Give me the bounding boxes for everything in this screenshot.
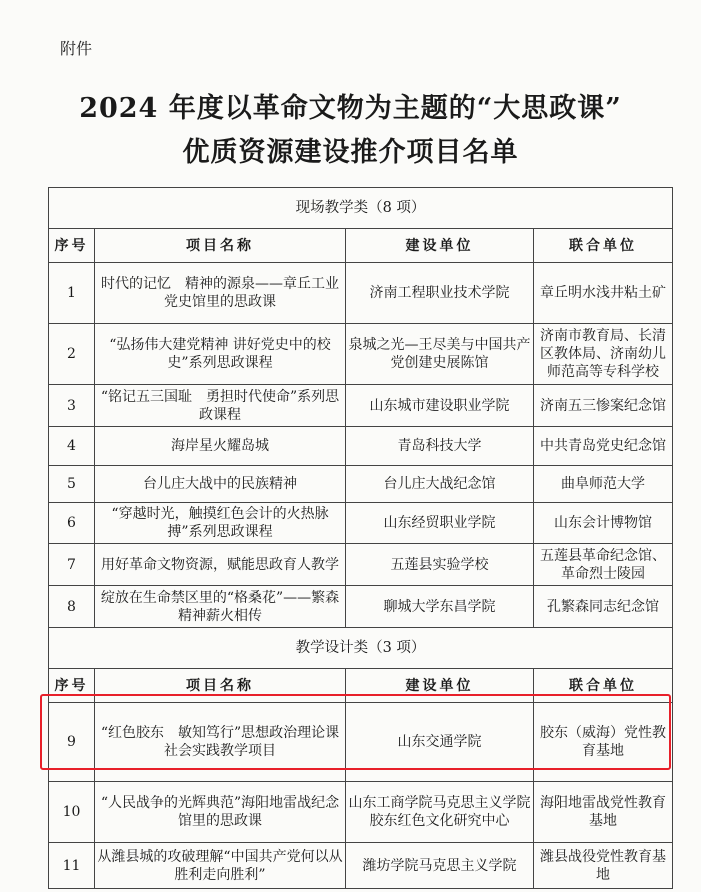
table-row (49, 466, 673, 503)
project-name: “人民战争的光辉典范”海阳地雷战纪念馆里的思政课 (95, 782, 346, 843)
row-number: 4 (49, 427, 95, 466)
table-row (49, 586, 673, 628)
project-name: 海岸星火耀岛城 (95, 427, 346, 466)
section-heading: 教学设计类（3 项） (49, 628, 673, 669)
table-row (49, 843, 673, 889)
section-heading-row (49, 188, 673, 229)
col-header-builder: 建设单位 (346, 229, 534, 263)
document-title-line1: 2024 年度以革命文物为主题的“大思政课” (79, 93, 622, 124)
row-number: 7 (49, 544, 95, 586)
col-header-partner: 联合单位 (534, 229, 673, 263)
col-header-no: 序号 (49, 229, 95, 263)
partner-unit: 曲阜师范大学 (534, 466, 673, 503)
project-name: “铭记五三国耻 勇担时代使命”系列思政课程 (95, 385, 346, 427)
project-name: 从潍县城的攻破理解“中国共产党何以从胜利走向胜利” (95, 843, 346, 889)
col-header-name: 项目名称 (95, 669, 346, 703)
project-name: 用好革命文物资源，赋能思政育人教学 (95, 544, 346, 586)
header-row (49, 229, 673, 263)
row-number: 3 (49, 385, 95, 427)
builder-unit: 潍坊学院马克思主义学院 (346, 843, 534, 889)
project-name: “弘扬伟大建党精神 讲好党史中的校史”系列思政课程 (95, 324, 346, 385)
col-header-partner: 联合单位 (534, 669, 673, 703)
builder-unit: 五莲县实验学校 (346, 544, 534, 586)
partner-unit: 章丘明水浅井粘土矿 (534, 263, 673, 324)
partner-unit: 潍县战役党性教育基地 (534, 843, 673, 889)
table-row (49, 503, 673, 544)
row-number: 11 (49, 843, 95, 889)
section-heading-row (49, 628, 673, 669)
table-row (49, 427, 673, 466)
section-heading: 现场教学类（8 项） (49, 188, 673, 229)
builder-unit: 山东交通学院 (346, 703, 534, 782)
row-number: 10 (49, 782, 95, 843)
project-list-table (48, 187, 673, 889)
builder-unit: 山东工商学院马克思主义学院胶东红色文化研究中心 (346, 782, 534, 843)
table-row (49, 544, 673, 586)
project-name: 绽放在生命禁区里的“格桑花”——繁森精神薪火相传 (95, 586, 346, 628)
col-header-name: 项目名称 (95, 229, 346, 263)
project-name: “红色胶东 敏知笃行”思想政治理论课社会实践教学项目 (95, 703, 346, 782)
row-number: 5 (49, 466, 95, 503)
partner-unit: 孔繁森同志纪念馆 (534, 586, 673, 628)
table-row (49, 324, 673, 385)
table-row (49, 385, 673, 427)
row-number: 6 (49, 503, 95, 544)
partner-unit: 济南市教育局、长清区教体局、济南幼儿师范高等专科学校 (534, 324, 673, 385)
builder-unit: 聊城大学东昌学院 (346, 586, 534, 628)
partner-unit: 中共青岛党史纪念馆 (534, 427, 673, 466)
header-row (49, 669, 673, 703)
builder-unit: 青岛科技大学 (346, 427, 534, 466)
partner-unit: 海阳地雷战党性教育基地 (534, 782, 673, 843)
builder-unit: 台儿庄大战纪念馆 (346, 466, 534, 503)
builder-unit: 山东经贸职业学院 (346, 503, 534, 544)
col-header-no: 序号 (49, 669, 95, 703)
project-name: 时代的记忆 精神的源泉——章丘工业党史馆里的思政课 (95, 263, 346, 324)
row-number: 9 (49, 703, 95, 782)
partner-unit: 山东会计博物馆 (534, 503, 673, 544)
partner-unit: 五莲县革命纪念馆、革命烈士陵园 (534, 544, 673, 586)
partner-unit: 济南五三惨案纪念馆 (534, 385, 673, 427)
document-title-line2: 优质资源建设推介项目名单 (182, 137, 519, 168)
row-number: 2 (49, 324, 95, 385)
project-name: 台儿庄大战中的民族精神 (95, 466, 346, 503)
row-number: 1 (49, 263, 95, 324)
partner-unit: 胶东（威海）党性教育基地 (534, 703, 673, 782)
table-row (49, 263, 673, 324)
attachment-label: 附件 (60, 39, 93, 58)
row-number: 8 (49, 586, 95, 628)
project-name: “穿越时光，触摸红色会计的火热脉搏”系列思政课程 (95, 503, 346, 544)
table-row (49, 703, 673, 782)
builder-unit: 山东城市建设职业学院 (346, 385, 534, 427)
builder-unit: 济南工程职业技术学院 (346, 263, 534, 324)
table-row (49, 782, 673, 843)
builder-unit: 泉城之光—王尽美与中国共产党创建史展陈馆 (346, 324, 534, 385)
col-header-builder: 建设单位 (346, 669, 534, 703)
